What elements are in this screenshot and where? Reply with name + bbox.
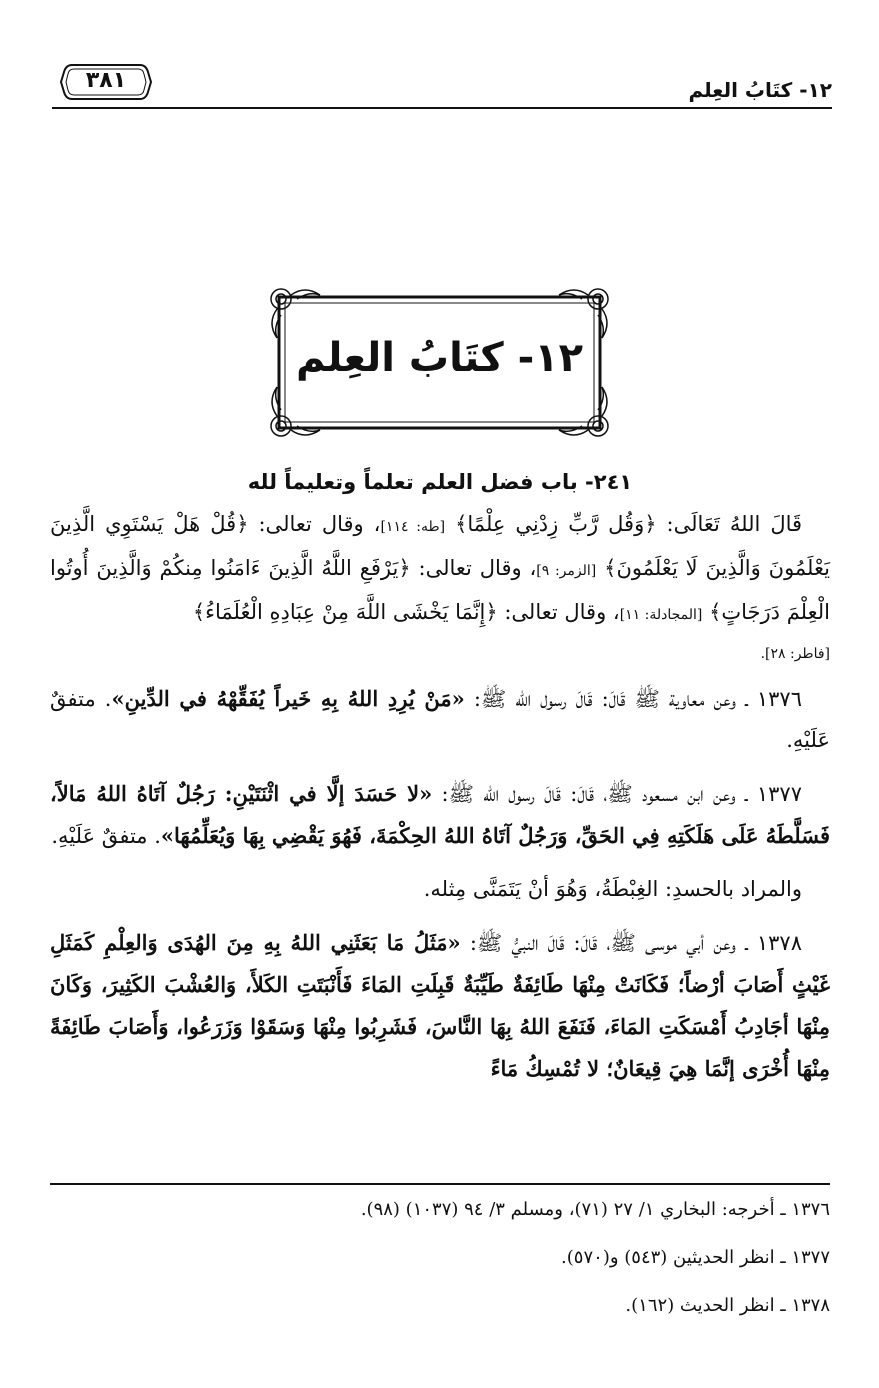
- hadith-1377-lead: ١٣٧٧ ـ وعن ابن مسعود ﷺ، قَالَ: قَالَ رسول الله ﷺ:: [432, 782, 802, 806]
- header-rule: [52, 107, 832, 109]
- hadith-1377-note: والمراد بالحسدِ: الغِبْطَةُ، وَهُوَ أنْ يَتَمَنَّى مِثله.: [423, 877, 802, 901]
- running-header-title: ١٢- كتَابُ العِلم: [688, 78, 832, 102]
- intro-ref-4: [فاطر: ٢٨].: [760, 646, 830, 662]
- footnote-1376: ١٣٧٦ ـ أخرجه: البخاري ١/ ٢٧ (٧١)، ومسلم ٣/ ٩٤ (١٠٣٧) (٩٨).: [360, 1199, 830, 1220]
- chapter-title-frame: [265, 283, 614, 442]
- bab-heading: ٢٤١- باب فضل العلم تعلماً وتعليماً لله: [247, 470, 633, 494]
- hadith-1376: [50, 678, 830, 761]
- chapter-title: ١٢- كتَابُ العِلم: [295, 335, 584, 381]
- footnote-rule: [50, 1183, 830, 1185]
- hadith-1377: [50, 773, 830, 857]
- main-text: [50, 470, 830, 1102]
- hadith-1378-lead: ١٣٧٨ ـ وعن أبي موسى ﷺ، قَالَ: قَالَ النبيُّ ﷺ:: [460, 931, 802, 955]
- intro-verse-3: ، وقال تعالى: ﴿يَرْفَعِ اللَّهُ الَّذِينَ ءَامَنُوا مِنكُمْ وَالَّذِينَ أُوتُوا الْعِلْمَ دَرَجَاتٍ﴾: [50, 556, 830, 624]
- hadith-1376-text: «مَنْ يُرِدِ اللهُ بِهِ خَيراً يُفَقِّهْهُ في الدِّينِ»: [111, 686, 465, 711]
- intro-ref-3: [المجادلة: ١١]: [619, 607, 703, 623]
- hadith-1376-lead: ١٣٧٦ ـ وعن معاوية ﷺ قَالَ: قَالَ رسول الله ﷺ:: [464, 687, 802, 711]
- footnote-1377: ١٣٧٧ ـ انظر الحديثين (٥٤٣) و(٥٧٠).: [561, 1247, 830, 1268]
- running-header: [52, 58, 832, 110]
- hadith-1378-text: «مَثَلُ مَا بَعَثَنِي اللهُ بِهِ مِنَ الهُدَى وَالعِلْمِ كَمَثَلِ غَيْثٍ أَصَابَ أرْضاً؛ فَكَانَتْ مِنْهَا طَائِفَةٌ طَيِّبَةٌ قَبِلَتِ المَاءَ فَأَنْبَتَتِ الكَلأَ، وَالعُشْبَ الكَثِيرَ، وَكَانَ مِنْهَا أجَادِبُ أَمْسَكَتِ المَاءَ، فَنَفَعَ اللهُ بِهَا النَّاسَ، فَشَرِبُوا مِنْهَا وَسَقَوْا وَزَرَعُوا، وَأَصَابَ طَائِفَةً مِنْهَا أُخْرَى إنَّمَا هِيَ قِيعَانٌ؛ لا تُمْسِكُ مَاءً: [50, 930, 830, 1081]
- hadith-1378: [50, 922, 830, 1090]
- page-number: ٣٨١: [85, 68, 127, 93]
- hadith-1376-tail: . متفقٌ عَلَيْهِ.: [50, 687, 830, 752]
- intro-paragraph: [50, 504, 830, 636]
- hadith-1377-tail: . متفقٌ عَلَيْهِ.: [51, 824, 161, 848]
- intro-verse-4: ، وقال تعالى: ﴿إِنَّمَا يَخْشَى اللَّهَ مِنْ عِبَادِهِ الْعُلَمَاءُ﴾: [192, 600, 620, 624]
- intro-ref-1: [طه: ١١٤]: [380, 519, 446, 535]
- footnotes: [50, 1197, 830, 1341]
- hadith-1377-text: «لا حَسَدَ إلَّا في اثْنَتَيْنِ: رَجُلٌ آتَاهُ اللهُ مَالاً، فَسَلَّطَهُ عَلَى هَلَكَتِهِ فِي الحَقِّ، وَرَجُلٌ آتَاهُ اللهُ الحِكْمَةَ، فَهُوَ يَقْضِي بِهَا وَيُعَلِّمُهَا»: [50, 781, 830, 848]
- intro-verse-2: ، وقال تعالى: ﴿قُلْ هَلْ يَسْتَوِي الَّذِينَ يَعْلَمُونَ وَالَّذِينَ لَا يَعْلَمُونَ﴾: [50, 512, 830, 580]
- page-number-box: [60, 62, 152, 102]
- intro-verse-1: قَالَ اللهُ تَعَالَى: ﴿وَقُل رَّبِّ زِدْنِي عِلْمًا﴾: [455, 512, 803, 536]
- intro-ref-2: [الزمر: ٩]: [536, 563, 597, 579]
- footnote-1378: ١٣٧٨ ـ انظر الحديث (١٦٢).: [625, 1295, 830, 1316]
